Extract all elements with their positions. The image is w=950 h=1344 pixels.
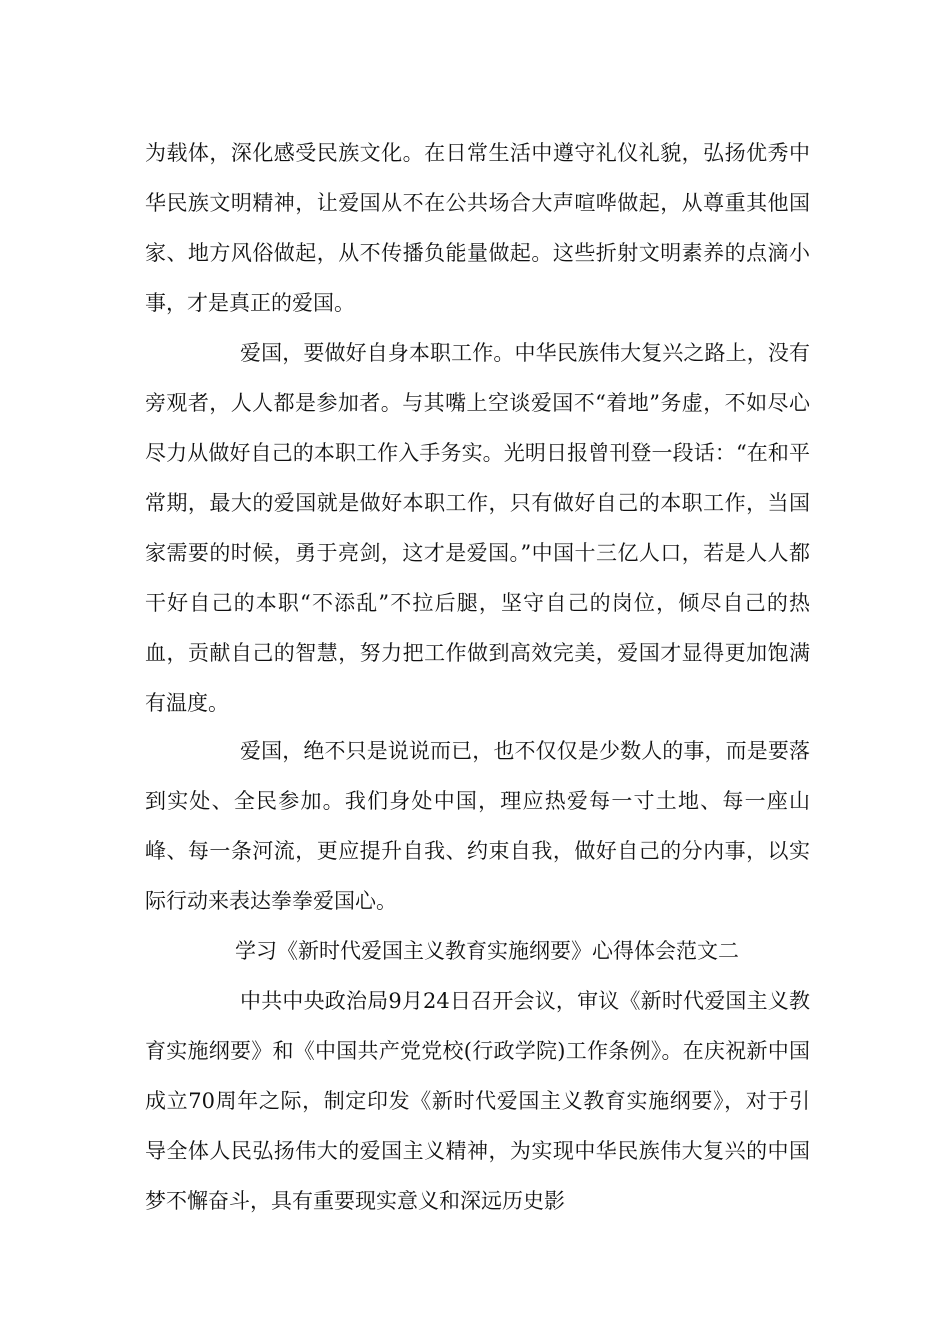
paragraph-duty: 爱国，要做好自身本职工作。中华民族伟大复兴之路上，没有旁观者，人人都是参加者。与其嘴上空谈爱国不“着地”务虚，不如尽心尽力从做好自己的本职工作入手务实。光明日报曾刊登一段话：“在和平常期，最大的爱国就是做好本职工作，只有做好自己的本职工作，当国家需要的时候，勇于亮剑，这才是爱国。”中国十三亿人口，若是人人都干好自己的本职“不添乱”不拉后腿，坚守自己的岗位，倾尽自己的热血，贡献自己的智慧，努力把工作做到高效完美，爱国才显得更加饱满有温度。	[145, 341, 810, 715]
paragraph-action: 爱国，绝不只是说说而已，也不仅仅是少数人的事，而是要落到实处、全民参加。我们身处中国，理应热爱每一寸土地、每一座山峰、每一条河流，更应提升自我、约束自我，做好自己的分内事，以实际行动来表达拳拳爱国心。	[145, 739, 810, 913]
paragraph-politburo: 中共中央政治局9月24日召开会议，审议《新时代爱国主义教育实施纲要》和《中国共产党党校(行政学院)工作条例》。在庆祝新中国成立70周年之际，制定印发《新时代爱国主义教育实施纲要》，对于引导全体人民弘扬伟大的爱国主义精神，为实现中华民族伟大复兴的中国梦不懈奋斗，具有重要现实意义和深远历史影	[145, 989, 810, 1213]
paragraph-continuation: 为载体，深化感受民族文化。在日常生活中遵守礼仪礼貌，弘扬优秀中华民族文明精神，让爱国从不在公共场合大声喧哗做起，从尊重其他国家、地方风俗做起，从不传播负能量做起。这些折射文明素养的点滴小事，才是真正的爱国。	[145, 141, 810, 315]
section-title: 学习《新时代爱国主义教育实施纲要》心得体会范文二	[235, 939, 739, 963]
